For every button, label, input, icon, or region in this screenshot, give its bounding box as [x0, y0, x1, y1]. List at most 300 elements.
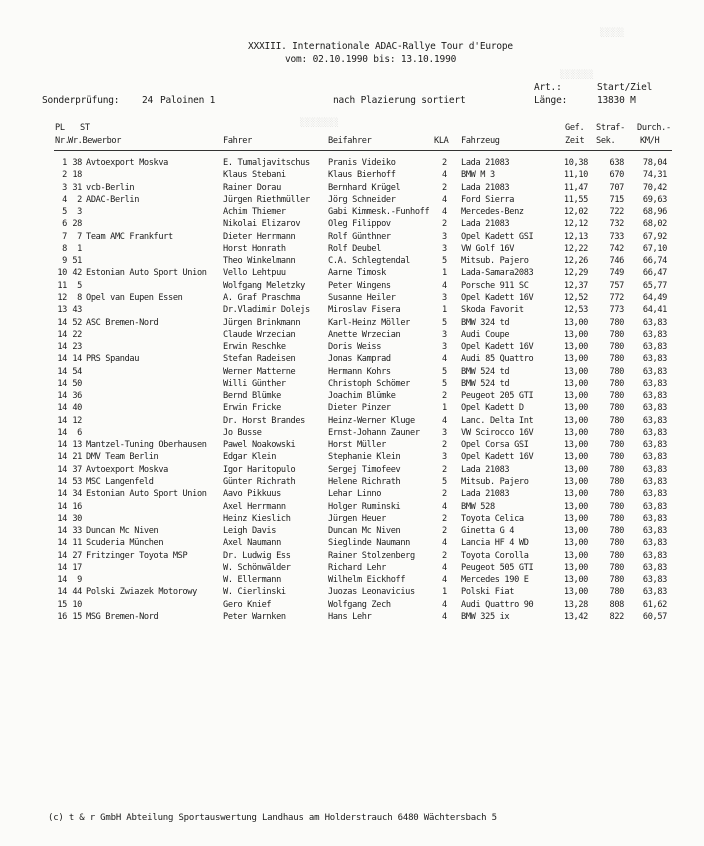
cell-fahrzeug: Lada-Samara2083	[461, 268, 534, 279]
cell-durch: 63,83	[642, 427, 667, 438]
cell-zeit: 13,00	[563, 477, 588, 488]
cell-pl: 14	[57, 427, 67, 438]
cell-st: 18	[72, 170, 82, 181]
bleed-through-mark: ░░░░░	[600, 28, 625, 37]
cell-durch: 63,83	[642, 366, 667, 377]
cell-pl: 7	[62, 231, 67, 242]
table-row	[0, 342, 704, 354]
cell-st: 33	[72, 526, 82, 537]
cell-kla: 4	[442, 354, 447, 365]
table-row	[0, 268, 704, 280]
cell-pl: 5	[62, 207, 67, 218]
cell-fahrer: Nikolai Elizarov	[223, 219, 301, 230]
cell-st: 3	[77, 207, 82, 218]
cell-zeit: 13,00	[563, 513, 588, 524]
cell-straf: 780	[609, 391, 624, 402]
cell-pl: 14	[57, 489, 67, 500]
cell-zeit: 13,28	[563, 599, 588, 610]
cell-st: 30	[72, 513, 82, 524]
cell-st: 44	[72, 587, 82, 598]
cell-fahrzeug: Toyota Corolla	[461, 550, 529, 561]
cell-fahrer: A. Graf Praschma	[223, 292, 301, 303]
cell-pl: 2	[62, 170, 67, 181]
cell-zeit: 12,29	[563, 268, 588, 279]
col-straf-top: Straf-	[596, 123, 625, 133]
cell-fahrer: Rainer Dorau	[223, 182, 281, 193]
cell-straf: 780	[609, 513, 624, 524]
cell-kla: 4	[442, 575, 447, 586]
cell-fahrzeug: Opel Corsa GSI	[461, 440, 529, 451]
sp-number: 24	[142, 95, 154, 106]
cell-pl: 14	[57, 403, 67, 414]
cell-durch: 74,31	[642, 170, 667, 181]
sp-name: Paloinen 1	[160, 95, 216, 106]
cell-st: 1	[77, 243, 82, 254]
cell-kla: 2	[442, 526, 447, 537]
cell-st: 42	[72, 268, 82, 279]
cell-fahrzeug: Lada 21083	[461, 182, 510, 193]
cell-kla: 5	[442, 256, 447, 267]
cell-fahrer: Erwin Fricke	[223, 403, 281, 414]
cell-beifahrer: Anette Wrzecian	[328, 329, 401, 340]
cell-pl: 10	[57, 268, 67, 279]
cell-durch: 63,83	[642, 526, 667, 537]
cell-durch: 63,83	[642, 415, 667, 426]
cell-bewerber: MSG Bremen-Nord	[86, 611, 159, 622]
col-kla: KLA	[434, 136, 449, 146]
table-row	[0, 158, 704, 170]
cell-zeit: 13,00	[563, 452, 588, 463]
cell-st: 2	[77, 194, 82, 205]
cell-bewerber: Team AMC Frankfurt	[86, 231, 173, 242]
cell-durch: 78,04	[642, 158, 667, 168]
col-st-top: ST	[80, 123, 90, 133]
cell-zeit: 12,26	[563, 256, 588, 267]
cell-straf: 733	[609, 231, 624, 242]
cell-fahrzeug: Lada 21083	[461, 219, 510, 230]
cell-fahrer: Wolfgang Meletzky	[223, 280, 306, 291]
cell-fahrzeug: Opel Kadett 16V	[461, 292, 534, 303]
cell-zeit: 13,00	[563, 366, 588, 377]
cell-pl: 14	[57, 342, 67, 353]
cell-zeit: 13,00	[563, 317, 588, 328]
cell-st: 53	[72, 477, 82, 488]
cell-fahrer: Aavo Pikkuus	[223, 489, 281, 500]
cell-beifahrer: Rainer Stolzenberg	[328, 550, 415, 561]
cell-bewerber: PRS Spandau	[86, 354, 140, 365]
cell-st: 8	[77, 292, 82, 303]
cell-st: 7	[77, 231, 82, 242]
cell-st: 21	[72, 452, 82, 463]
cell-fahrzeug: Mitsub. Pajero	[461, 256, 529, 267]
cell-straf: 742	[609, 243, 624, 254]
cell-fahrer: Jürgen Brinkmann	[223, 317, 301, 328]
cell-pl: 14	[57, 452, 67, 463]
cell-zeit: 13,42	[563, 611, 588, 622]
cell-fahrzeug: Lancia HF 4 WD	[461, 538, 529, 549]
cell-durch: 66,47	[642, 268, 667, 279]
table-row	[0, 563, 704, 575]
cell-fahrer: Peter Warnken	[223, 611, 286, 622]
cell-kla: 2	[442, 550, 447, 561]
cell-fahrzeug: VW Golf 16V	[461, 243, 515, 254]
cell-beifahrer: Helene Richrath	[328, 477, 401, 488]
cell-beifahrer: Bernhard Krügel	[328, 182, 401, 193]
cell-pl: 12	[57, 292, 67, 303]
cell-durch: 68,96	[642, 207, 667, 218]
cell-beifahrer: Rolf Deubel	[328, 243, 382, 254]
table-row	[0, 600, 704, 612]
cell-straf: 808	[609, 599, 624, 610]
cell-bewerber: vcb-Berlin	[86, 182, 135, 193]
cell-straf: 749	[609, 268, 624, 279]
cell-straf: 780	[609, 329, 624, 340]
cell-kla: 4	[442, 170, 447, 181]
cell-beifahrer: Christoph Schömer	[328, 378, 411, 389]
cell-fahrzeug: Lada 21083	[461, 158, 510, 168]
cell-straf: 757	[609, 280, 624, 291]
cell-kla: 2	[442, 391, 447, 402]
cell-durch: 67,92	[642, 231, 667, 242]
cell-fahrer: Horst Honrath	[223, 243, 286, 254]
cell-beifahrer: Wolfgang Zech	[328, 599, 391, 610]
cell-straf: 780	[609, 342, 624, 353]
cell-kla: 3	[442, 427, 447, 438]
cell-beifahrer: Susanne Heiler	[328, 292, 396, 303]
table-row	[0, 379, 704, 391]
cell-durch: 63,83	[642, 464, 667, 475]
col-st-bottom: Wr.Bewerbor	[68, 136, 122, 146]
cell-beifahrer: Doris Weiss	[328, 342, 382, 353]
cell-straf: 773	[609, 305, 624, 316]
cell-fahrer: Achim Thiemer	[223, 207, 286, 218]
cell-fahrzeug: Lada 21083	[461, 464, 510, 475]
cell-fahrer: Dr. Horst Brandes	[223, 415, 306, 426]
cell-fahrer: Bernd Blümke	[223, 391, 281, 402]
cell-fahrzeug: Toyota Celica	[461, 513, 524, 524]
cell-st: 9	[77, 575, 82, 586]
cell-beifahrer: Wilhelm Eickhoff	[328, 575, 406, 586]
cell-straf: 780	[609, 526, 624, 537]
cell-straf: 707	[609, 182, 624, 193]
cell-zeit: 12,13	[563, 231, 588, 242]
cell-beifahrer: Dieter Pinzer	[328, 403, 391, 414]
cell-kla: 3	[442, 452, 447, 463]
cell-beifahrer: Duncan Mc Niven	[328, 526, 401, 537]
cell-st: 22	[72, 329, 82, 340]
col-durch-top: Durch.-	[637, 123, 671, 133]
cell-fahrzeug: Ford Sierra	[461, 194, 515, 205]
cell-bewerber: Polski Zwiazek Motorowy	[86, 587, 197, 598]
cell-straf: 780	[609, 366, 624, 377]
cell-durch: 68,02	[642, 219, 667, 230]
cell-kla: 4	[442, 194, 447, 205]
cell-fahrer: Klaus Stebani	[223, 170, 286, 181]
cell-durch: 70,42	[642, 182, 667, 193]
cell-straf: 670	[609, 170, 624, 181]
cell-kla: 4	[442, 611, 447, 622]
cell-straf: 780	[609, 562, 624, 573]
cell-durch: 65,77	[642, 280, 667, 291]
cell-st: 10	[72, 599, 82, 610]
cell-beifahrer: Miroslav Fisera	[328, 305, 401, 316]
cell-zeit: 13,00	[563, 403, 588, 414]
cell-fahrzeug: Opel Kadett GSI	[461, 231, 534, 242]
cell-fahrer: Heinz Kieslich	[223, 513, 291, 524]
cell-fahrzeug: Audi 85 Quattro	[461, 354, 534, 365]
cell-bewerber: Estonian Auto Sport Union	[86, 268, 207, 279]
cell-straf: 780	[609, 403, 624, 414]
cell-pl: 14	[57, 526, 67, 537]
cell-fahrzeug: Peugeot 205 GTI	[461, 391, 534, 402]
cell-st: 15	[72, 611, 82, 622]
cell-beifahrer: Peter Wingens	[328, 280, 391, 291]
cell-pl: 13	[57, 305, 67, 316]
table-row	[0, 538, 704, 550]
cell-fahrzeug: VW Scirocco 16V	[461, 427, 534, 438]
cell-straf: 822	[609, 611, 624, 622]
cell-durch: 63,83	[642, 550, 667, 561]
cell-st: 40	[72, 403, 82, 414]
cell-straf: 746	[609, 256, 624, 267]
cell-st: 54	[72, 366, 82, 377]
cell-beifahrer: Rolf Günthner	[328, 231, 391, 242]
cell-straf: 638	[609, 158, 624, 168]
cell-beifahrer: Oleg Filippov	[328, 219, 391, 230]
cell-kla: 1	[442, 403, 447, 414]
cell-straf: 772	[609, 292, 624, 303]
col-straf-bottom: Sek.	[596, 136, 616, 146]
table-row	[0, 281, 704, 293]
cell-fahrer: Claude Wrzecian	[223, 329, 296, 340]
cell-fahrzeug: Opel Kadett 16V	[461, 342, 534, 353]
cell-straf: 780	[609, 427, 624, 438]
cell-zeit: 12,52	[563, 292, 588, 303]
cell-fahrer: Axel Naumann	[223, 538, 281, 549]
cell-beifahrer: Hans Lehr	[328, 611, 372, 622]
cell-pl: 9	[62, 256, 67, 267]
cell-kla: 4	[442, 501, 447, 512]
cell-straf: 780	[609, 464, 624, 475]
cell-fahrzeug: Opel Kadett 16V	[461, 452, 534, 463]
cell-kla: 4	[442, 280, 447, 291]
cell-fahrer: Dr. Ludwig Ess	[223, 550, 291, 561]
cell-zeit: 13,00	[563, 354, 588, 365]
table-row	[0, 587, 704, 599]
cell-st: 36	[72, 391, 82, 402]
table-row	[0, 489, 704, 501]
cell-kla: 4	[442, 207, 447, 218]
cell-beifahrer: C.A. Schlegtendal	[328, 256, 411, 267]
cell-kla: 3	[442, 243, 447, 254]
cell-fahrzeug: BMW 528	[461, 501, 495, 512]
table-row	[0, 526, 704, 538]
cell-kla: 1	[442, 587, 447, 598]
cell-kla: 3	[442, 329, 447, 340]
table-row	[0, 465, 704, 477]
cell-pl: 14	[57, 575, 67, 586]
cell-durch: 63,83	[642, 440, 667, 451]
cell-zeit: 13,00	[563, 501, 588, 512]
table-row	[0, 403, 704, 415]
cell-kla: 4	[442, 599, 447, 610]
cell-zeit: 13,00	[563, 562, 588, 573]
cell-bewerber: Duncan Mc Niven	[86, 526, 159, 537]
cell-pl: 14	[57, 378, 67, 389]
cell-straf: 715	[609, 194, 624, 205]
col-zeit-top: Gef.	[565, 123, 585, 133]
cell-fahrzeug: BMW 324 td	[461, 317, 510, 328]
footer-credit: (c) t & r GmbH Abteilung Sportauswertung Landhaus am Holderstrauch 6480 Wächtersbach 5	[48, 813, 497, 823]
cell-pl: 16	[57, 611, 67, 622]
cell-pl: 14	[57, 366, 67, 377]
col-fahrer: Fahrer	[223, 136, 252, 146]
laenge-label: Länge:	[534, 95, 568, 106]
cell-fahrzeug: Lanc. Delta Int	[461, 415, 534, 426]
cell-fahrer: W. Schönwälder	[223, 562, 291, 573]
table-row	[0, 514, 704, 526]
cell-straf: 722	[609, 207, 624, 218]
cell-beifahrer: Jürgen Heuer	[328, 513, 386, 524]
cell-straf: 780	[609, 587, 624, 598]
cell-kla: 3	[442, 342, 447, 353]
cell-bewerber: Scuderia München	[86, 538, 164, 549]
cell-fahrer: Pawel Noakowski	[223, 440, 296, 451]
table-row	[0, 170, 704, 182]
cell-beifahrer: Joachim Blümke	[328, 391, 396, 402]
cell-fahrzeug: Mercedes 190 E	[461, 575, 529, 586]
cell-durch: 63,83	[642, 575, 667, 586]
cell-fahrer: W. Ellermann	[223, 575, 281, 586]
cell-fahrzeug: Opel Kadett D	[461, 403, 524, 414]
cell-zeit: 13,00	[563, 329, 588, 340]
cell-pl: 14	[57, 562, 67, 573]
cell-pl: 8	[62, 243, 67, 254]
cell-pl: 14	[57, 329, 67, 340]
cell-st: 14	[72, 354, 82, 365]
cell-fahrzeug: BMW 524 td	[461, 366, 510, 377]
cell-straf: 780	[609, 477, 624, 488]
cell-straf: 780	[609, 489, 624, 500]
table-row	[0, 195, 704, 207]
table-row	[0, 330, 704, 342]
table-row	[0, 551, 704, 563]
cell-durch: 63,83	[642, 513, 667, 524]
cell-durch: 63,83	[642, 342, 667, 353]
bleed-through-mark: ░░░░░░░	[560, 70, 594, 79]
cell-kla: 2	[442, 182, 447, 193]
table-row	[0, 354, 704, 366]
cell-beifahrer: Horst Müller	[328, 440, 386, 451]
cell-pl: 14	[57, 477, 67, 488]
table-row	[0, 244, 704, 256]
cell-beifahrer: Aarne Timosk	[328, 268, 386, 279]
cell-zeit: 11,47	[563, 182, 588, 193]
cell-straf: 780	[609, 550, 624, 561]
cell-fahrzeug: Polski Fiat	[461, 587, 515, 598]
sp-label: Sonderprüfung:	[42, 95, 120, 106]
cell-pl: 14	[57, 354, 67, 365]
cell-durch: 63,83	[642, 587, 667, 598]
cell-st: 23	[72, 342, 82, 353]
cell-durch: 63,83	[642, 501, 667, 512]
table-row	[0, 318, 704, 330]
cell-st: 17	[72, 562, 82, 573]
table-row	[0, 183, 704, 195]
cell-zeit: 12,37	[563, 280, 588, 291]
cell-zeit: 11,55	[563, 194, 588, 205]
cell-beifahrer: Hermann Kohrs	[328, 366, 391, 377]
cell-st: 50	[72, 378, 82, 389]
cell-durch: 64,41	[642, 305, 667, 316]
cell-kla: 2	[442, 464, 447, 475]
col-durch-bottom: KM/H	[640, 136, 660, 146]
cell-zeit: 13,00	[563, 587, 588, 598]
cell-beifahrer: Lehar Linno	[328, 489, 382, 500]
table-row	[0, 502, 704, 514]
cell-fahrer: Jürgen Riethmüller	[223, 194, 310, 205]
cell-fahrer: Erwin Reschke	[223, 342, 286, 353]
cell-beifahrer: Jonas Kamprad	[328, 354, 391, 365]
cell-durch: 63,83	[642, 317, 667, 328]
cell-pl: 14	[57, 391, 67, 402]
cell-zeit: 10,38	[563, 158, 588, 168]
cell-bewerber: ASC Bremen-Nord	[86, 317, 159, 328]
cell-durch: 63,83	[642, 391, 667, 402]
art-label: Art.:	[534, 82, 562, 93]
cell-st: 37	[72, 464, 82, 475]
cell-beifahrer: Sergej Timofeev	[328, 464, 401, 475]
col-pl-top: PL	[55, 123, 65, 133]
cell-durch: 63,83	[642, 452, 667, 463]
laenge-value: 13830 M	[597, 95, 636, 106]
cell-fahrer: Vello Lehtpuu	[223, 268, 286, 279]
cell-fahrzeug: Peugeot 505 GTI	[461, 562, 534, 573]
cell-fahrer: W. Cierlinski	[223, 587, 286, 598]
cell-kla: 4	[442, 538, 447, 549]
cell-beifahrer: Jörg Schneider	[328, 194, 396, 205]
cell-fahrzeug: Audi Coupe	[461, 329, 510, 340]
cell-kla: 4	[442, 415, 447, 426]
cell-st: 43	[72, 305, 82, 316]
cell-pl: 14	[57, 587, 67, 598]
event-dates: vom: 02.10.1990 bis: 13.10.1990	[285, 54, 457, 65]
cell-beifahrer: Klaus Bierhoff	[328, 170, 396, 181]
cell-kla: 2	[442, 158, 447, 168]
cell-pl: 14	[57, 440, 67, 451]
sort-note: nach Plazierung sortiert	[333, 95, 466, 106]
cell-pl: 1	[62, 158, 67, 168]
cell-fahrer: Stefan Radeisen	[223, 354, 296, 365]
cell-kla: 3	[442, 292, 447, 303]
cell-beifahrer: Stephanie Klein	[328, 452, 401, 463]
table-row	[0, 575, 704, 587]
bleed-through-mark: ░░░░░░░░	[300, 118, 339, 127]
cell-zeit: 13,00	[563, 489, 588, 500]
cell-st: 51	[72, 256, 82, 267]
cell-fahrer: Axel Herrmann	[223, 501, 286, 512]
cell-st: 11	[72, 538, 82, 549]
cell-pl: 3	[62, 182, 67, 193]
cell-fahrer: Dr.Vladimir Dolejs	[223, 305, 310, 316]
cell-st: 34	[72, 489, 82, 500]
cell-pl: 14	[57, 415, 67, 426]
col-pl-bottom: Nr.	[55, 136, 70, 146]
cell-fahrer: Willi Günther	[223, 378, 286, 389]
table-row	[0, 207, 704, 219]
header-divider	[54, 150, 672, 151]
cell-durch: 61,62	[642, 599, 667, 610]
